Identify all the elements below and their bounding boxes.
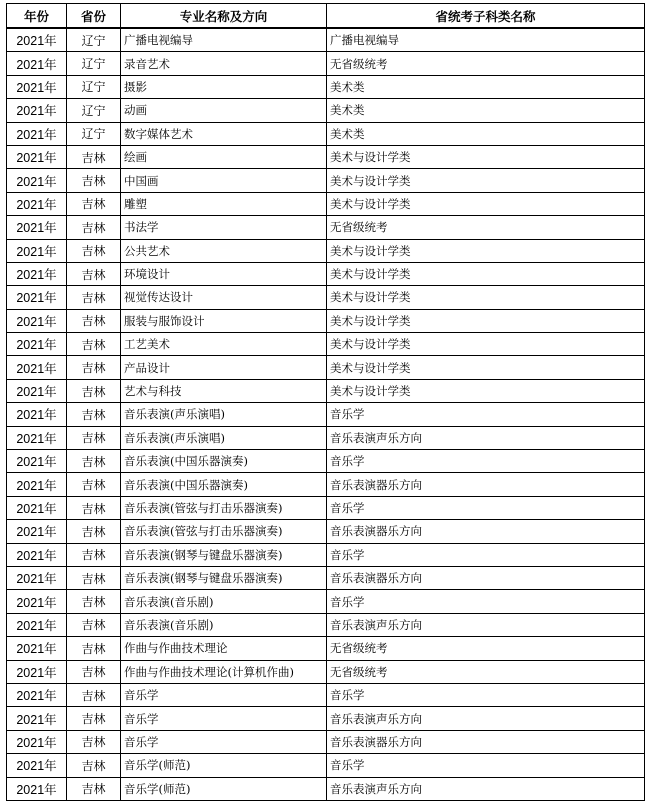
cell-province: 辽宁: [67, 28, 121, 52]
cell-major: 公共艺术: [121, 239, 327, 262]
cell-category: 美术与设计学类: [327, 239, 645, 262]
cell-category: 音乐表演器乐方向: [327, 473, 645, 496]
table-row: [7, 754, 645, 777]
table-row: [7, 145, 645, 168]
cell-province: 吉林: [67, 660, 121, 683]
cell-year: 2021年: [7, 566, 67, 589]
cell-year: 2021年: [7, 683, 67, 706]
cell-major: 音乐表演(钢琴与键盘乐器演奏): [121, 543, 327, 566]
cell-year: 2021年: [7, 216, 67, 239]
cell-year: 2021年: [7, 707, 67, 730]
cell-major: 音乐表演(声乐演唱): [121, 403, 327, 426]
cell-year: 2021年: [7, 99, 67, 122]
cell-category: 音乐表演器乐方向: [327, 520, 645, 543]
table-row: [7, 333, 645, 356]
cell-category: 音乐表演声乐方向: [327, 426, 645, 449]
cell-major: 音乐表演(音乐剧): [121, 590, 327, 613]
cell-category: 美术与设计学类: [327, 333, 645, 356]
cell-year: 2021年: [7, 356, 67, 379]
cell-category: 音乐学: [327, 450, 645, 473]
cell-category: 广播电视编导: [327, 28, 645, 52]
table-row: [7, 590, 645, 613]
cell-category: 音乐学: [327, 590, 645, 613]
cell-major: 音乐学: [121, 730, 327, 753]
cell-province: 吉林: [67, 286, 121, 309]
table-row: [7, 356, 645, 379]
cell-category: 美术类: [327, 99, 645, 122]
cell-province: 吉林: [67, 309, 121, 332]
table-row: [7, 473, 645, 496]
table-row: [7, 75, 645, 98]
cell-major: 音乐表演(音乐剧): [121, 613, 327, 636]
table-row: [7, 122, 645, 145]
cell-major: 音乐学: [121, 683, 327, 706]
document-page: [6, 3, 645, 801]
cell-province: 吉林: [67, 777, 121, 800]
cell-major: 服装与服饰设计: [121, 309, 327, 332]
cell-major: 音乐表演(管弦与打击乐器演奏): [121, 496, 327, 519]
cell-category: 美术与设计学类: [327, 192, 645, 215]
table-row: [7, 379, 645, 402]
cell-major: 工艺美术: [121, 333, 327, 356]
cell-year: 2021年: [7, 309, 67, 332]
cell-category: 音乐学: [327, 683, 645, 706]
header-category: 省统考子科类名称: [327, 4, 645, 29]
cell-category: 音乐表演声乐方向: [327, 707, 645, 730]
cell-major: 录音艺术: [121, 52, 327, 75]
header-row: [7, 4, 645, 29]
table-row: [7, 99, 645, 122]
cell-category: 音乐表演器乐方向: [327, 566, 645, 589]
table-row: [7, 707, 645, 730]
table-row: [7, 520, 645, 543]
cell-province: 吉林: [67, 707, 121, 730]
table-row: [7, 450, 645, 473]
cell-category: 美术与设计学类: [327, 169, 645, 192]
cell-year: 2021年: [7, 754, 67, 777]
table-row: [7, 52, 645, 75]
cell-province: 辽宁: [67, 122, 121, 145]
table-row: [7, 777, 645, 800]
header-major: 专业名称及方向: [121, 4, 327, 29]
cell-year: 2021年: [7, 145, 67, 168]
cell-province: 吉林: [67, 613, 121, 636]
table-row: [7, 543, 645, 566]
table-body: [7, 28, 645, 800]
cell-major: 作曲与作曲技术理论(计算机作曲): [121, 660, 327, 683]
table-row: [7, 637, 645, 660]
cell-province: 吉林: [67, 754, 121, 777]
cell-category: 美术与设计学类: [327, 379, 645, 402]
cell-year: 2021年: [7, 122, 67, 145]
cell-province: 吉林: [67, 169, 121, 192]
table-row: [7, 192, 645, 215]
cell-year: 2021年: [7, 75, 67, 98]
cell-category: 无省级统考: [327, 216, 645, 239]
cell-year: 2021年: [7, 286, 67, 309]
cell-year: 2021年: [7, 730, 67, 753]
cell-province: 吉林: [67, 473, 121, 496]
cell-major: 作曲与作曲技术理论: [121, 637, 327, 660]
cell-category: 美术与设计学类: [327, 309, 645, 332]
cell-category: 美术类: [327, 75, 645, 98]
table-row: [7, 683, 645, 706]
cell-year: 2021年: [7, 192, 67, 215]
cell-major: 环境设计: [121, 262, 327, 285]
table-row: [7, 28, 645, 52]
cell-major: 绘画: [121, 145, 327, 168]
table-row: [7, 426, 645, 449]
cell-major: 摄影: [121, 75, 327, 98]
cell-year: 2021年: [7, 496, 67, 519]
cell-year: 2021年: [7, 239, 67, 262]
cell-category: 无省级统考: [327, 52, 645, 75]
table-row: [7, 566, 645, 589]
cell-province: 吉林: [67, 379, 121, 402]
cell-major: 音乐学: [121, 707, 327, 730]
cell-year: 2021年: [7, 520, 67, 543]
cell-major: 雕塑: [121, 192, 327, 215]
cell-province: 吉林: [67, 192, 121, 215]
cell-year: 2021年: [7, 403, 67, 426]
cell-year: 2021年: [7, 777, 67, 800]
cell-year: 2021年: [7, 426, 67, 449]
cell-major: 动画: [121, 99, 327, 122]
cell-province: 吉林: [67, 730, 121, 753]
cell-year: 2021年: [7, 637, 67, 660]
table-row: [7, 169, 645, 192]
cell-year: 2021年: [7, 590, 67, 613]
cell-province: 吉林: [67, 239, 121, 262]
table-row: [7, 216, 645, 239]
table-row: [7, 309, 645, 332]
cell-category: 美术类: [327, 122, 645, 145]
table-row: [7, 403, 645, 426]
cell-major: 数字媒体艺术: [121, 122, 327, 145]
cell-major: 视觉传达设计: [121, 286, 327, 309]
cell-major: 音乐表演(中国乐器演奏): [121, 473, 327, 496]
table-row: [7, 660, 645, 683]
cell-category: 美术与设计学类: [327, 286, 645, 309]
cell-category: 音乐表演器乐方向: [327, 730, 645, 753]
cell-category: 音乐表演声乐方向: [327, 613, 645, 636]
cell-major: 音乐学(师范): [121, 754, 327, 777]
table-row: [7, 496, 645, 519]
cell-category: 音乐学: [327, 754, 645, 777]
cell-major: 产品设计: [121, 356, 327, 379]
cell-province: 吉林: [67, 450, 121, 473]
cell-major: 中国画: [121, 169, 327, 192]
cell-year: 2021年: [7, 450, 67, 473]
cell-major: 音乐学(师范): [121, 777, 327, 800]
table-row: [7, 286, 645, 309]
table-row: [7, 239, 645, 262]
header-province: 省份: [67, 4, 121, 29]
cell-category: 美术与设计学类: [327, 262, 645, 285]
cell-province: 吉林: [67, 145, 121, 168]
cell-year: 2021年: [7, 613, 67, 636]
table-row: [7, 730, 645, 753]
cell-province: 吉林: [67, 683, 121, 706]
cell-major: 书法学: [121, 216, 327, 239]
cell-year: 2021年: [7, 262, 67, 285]
cell-category: 音乐学: [327, 496, 645, 519]
cell-major: 音乐表演(钢琴与键盘乐器演奏): [121, 566, 327, 589]
cell-province: 吉林: [67, 566, 121, 589]
cell-major: 广播电视编导: [121, 28, 327, 52]
cell-province: 吉林: [67, 403, 121, 426]
cell-province: 吉林: [67, 520, 121, 543]
table-row: [7, 262, 645, 285]
cell-province: 辽宁: [67, 52, 121, 75]
cell-province: 吉林: [67, 333, 121, 356]
cell-year: 2021年: [7, 169, 67, 192]
cell-year: 2021年: [7, 52, 67, 75]
cell-year: 2021年: [7, 28, 67, 52]
cell-province: 吉林: [67, 216, 121, 239]
cell-year: 2021年: [7, 660, 67, 683]
cell-year: 2021年: [7, 333, 67, 356]
cell-province: 吉林: [67, 543, 121, 566]
cell-major: 艺术与科技: [121, 379, 327, 402]
cell-province: 吉林: [67, 262, 121, 285]
cell-province: 吉林: [67, 637, 121, 660]
cell-category: 无省级统考: [327, 660, 645, 683]
cell-category: 音乐表演声乐方向: [327, 777, 645, 800]
cell-province: 吉林: [67, 356, 121, 379]
data-table: [6, 3, 645, 801]
cell-year: 2021年: [7, 473, 67, 496]
cell-province: 吉林: [67, 590, 121, 613]
cell-year: 2021年: [7, 543, 67, 566]
cell-province: 吉林: [67, 496, 121, 519]
cell-category: 无省级统考: [327, 637, 645, 660]
cell-province: 吉林: [67, 426, 121, 449]
cell-major: 音乐表演(声乐演唱): [121, 426, 327, 449]
cell-province: 辽宁: [67, 99, 121, 122]
table-row: [7, 613, 645, 636]
cell-province: 辽宁: [67, 75, 121, 98]
cell-category: 美术与设计学类: [327, 356, 645, 379]
cell-category: 音乐学: [327, 543, 645, 566]
cell-category: 音乐学: [327, 403, 645, 426]
cell-year: 2021年: [7, 379, 67, 402]
header-year: 年份: [7, 4, 67, 29]
cell-major: 音乐表演(中国乐器演奏): [121, 450, 327, 473]
cell-major: 音乐表演(管弦与打击乐器演奏): [121, 520, 327, 543]
cell-category: 美术与设计学类: [327, 145, 645, 168]
